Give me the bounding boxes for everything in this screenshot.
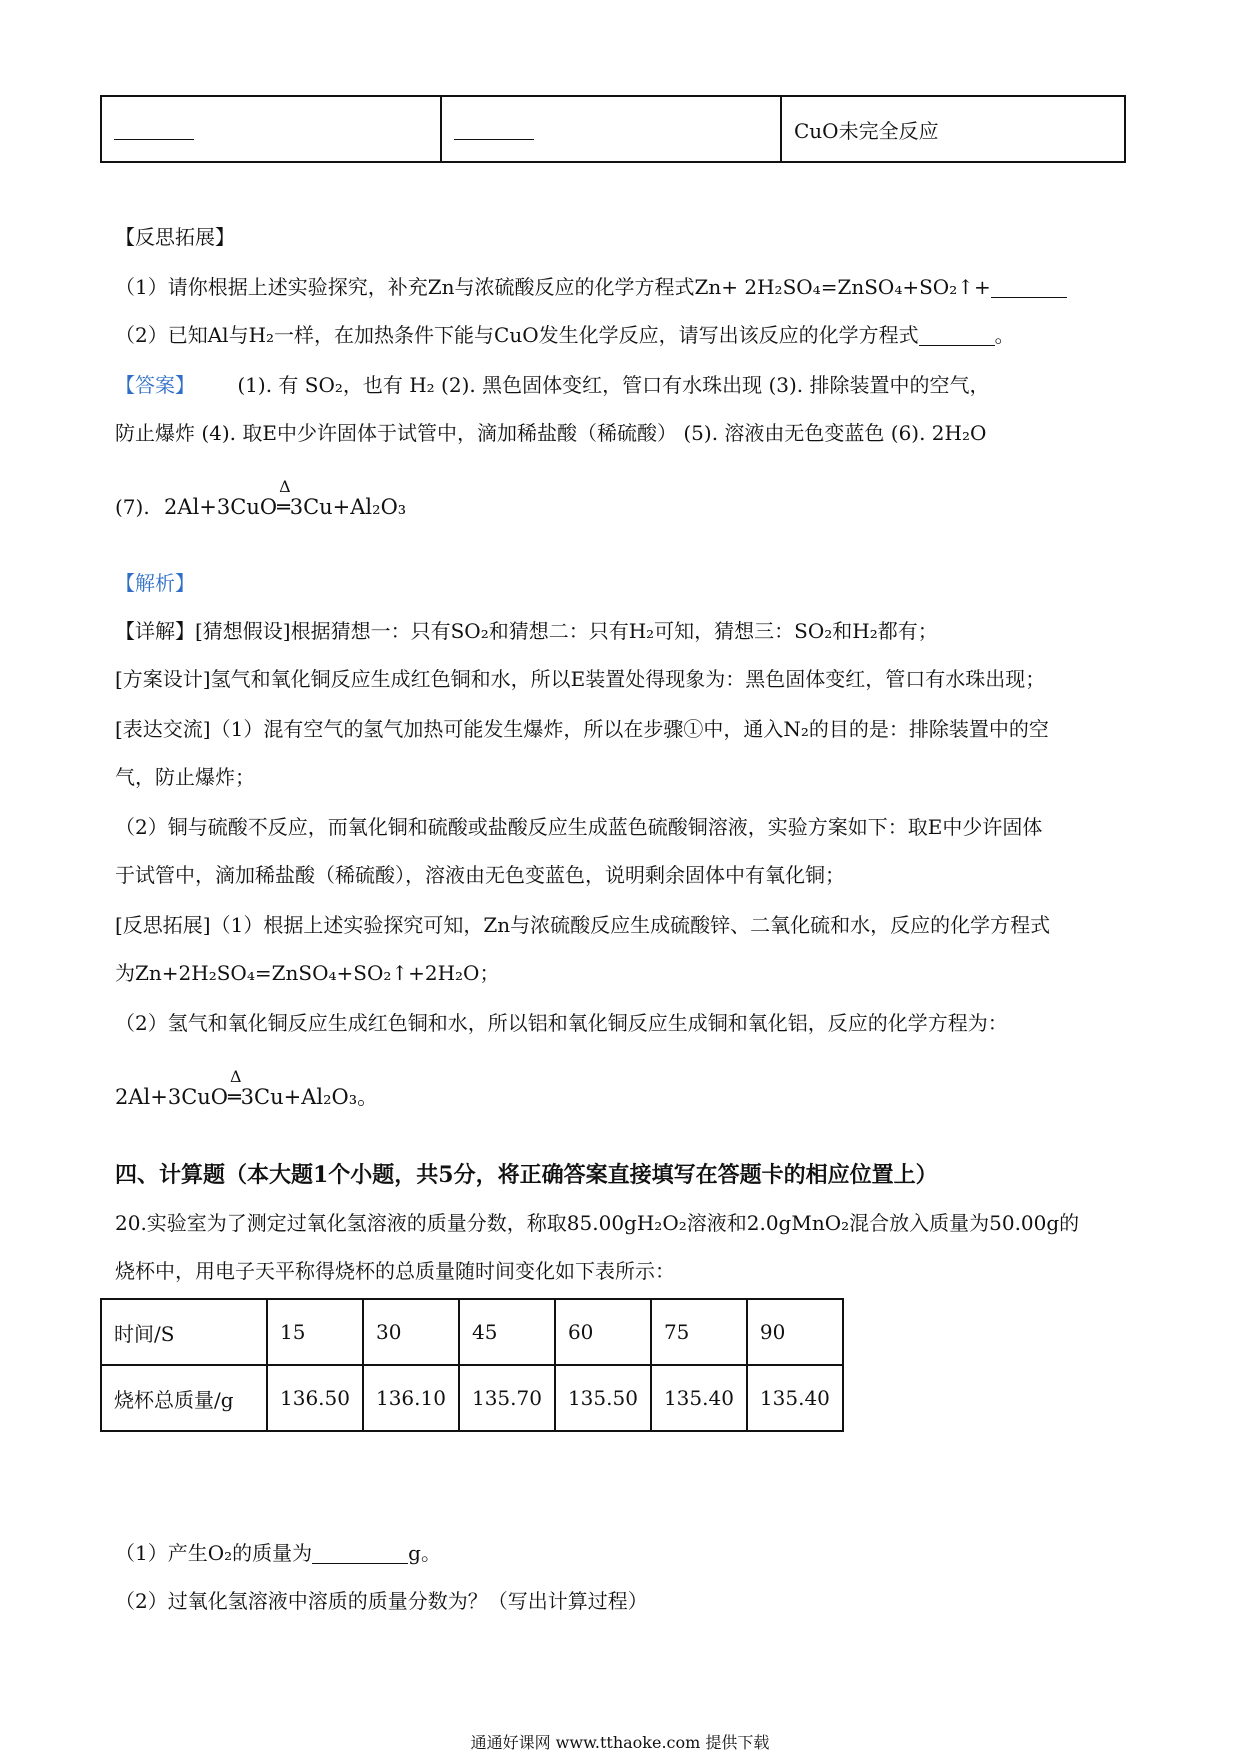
analysis-eq	[115, 1067, 379, 1109]
sub-question-1-unit: g。	[408, 1541, 441, 1565]
table-cell: 45	[459, 1299, 555, 1365]
analysis-line: 【详解】[猜想假设]根据猜想一：只有SO₂和猜想二：只有H₂可知，猜想三：SO₂和H₂都有；	[115, 619, 938, 643]
answer-blank[interactable]	[114, 119, 194, 140]
answer-equation	[164, 477, 407, 519]
table-cell: 30	[363, 1299, 459, 1365]
analysis-line: （2）氢气和氧化铜反应生成红色铜和水，所以铝和氧化铜反应生成铜和氧化铝，反应的化学方程为：	[115, 1011, 1008, 1035]
answer-line-3	[115, 477, 407, 522]
sub-question-2: （2）过氧化氢溶液中溶质的质量分数为？（写出计算过程）	[115, 1589, 648, 1613]
table-cell: 136.10	[363, 1365, 459, 1431]
answer-blank[interactable]	[454, 119, 534, 140]
table-cell: 15	[267, 1299, 363, 1365]
table-row	[101, 1299, 843, 1365]
answer-label: 【答案】	[115, 373, 195, 397]
table-cell: 75	[651, 1299, 747, 1365]
top-table	[100, 95, 1126, 163]
answer-line-1-text: (1). 有 SO₂，也有 H₂ (2). 黑色固体变红，管口有水珠出现 (3). 排除装置中的空气，	[237, 373, 990, 397]
reflect-q1	[115, 272, 1067, 302]
table-cell: 90	[747, 1299, 843, 1365]
o2-mass-blank[interactable]	[312, 1543, 408, 1564]
reflect-q2-blank[interactable]	[919, 325, 995, 346]
analysis-line: [反思拓展]（1）根据上述实验探究可知，Zn与浓硫酸反应生成硫酸锌、二氧化硫和水，反应的化学方程式	[115, 913, 1051, 937]
page-footer: 通通好课网 www.tthaoke.com 提供下载	[470, 1733, 770, 1752]
top-table-cell-blank-2	[441, 96, 781, 162]
answer-line-3-prefix: (7).	[115, 495, 150, 519]
answer-line-2: 防止爆炸 (4). 取E中少许固体于试管中，滴加稀盐酸（稀硫酸） (5). 溶液由无色变蓝色 (6). 2H₂O	[115, 421, 987, 445]
table-cell: 135.40	[651, 1365, 747, 1431]
delta-symbol: Δ	[279, 477, 291, 496]
equals-sign: ═	[228, 1085, 241, 1109]
table-cell: 136.50	[267, 1365, 363, 1431]
analysis-label: 【解析】	[115, 571, 195, 595]
analysis-equation	[115, 1067, 379, 1112]
reflect-q2	[115, 320, 1015, 350]
q20-line-1: 20.实验室为了测定过氧化氢溶液的质量分数，称取85.00gH₂O₂溶液和2.0gMnO₂混合放入质量为50.00g的	[115, 1211, 1080, 1235]
analysis-line: 为Zn+2H₂SO₄=ZnSO₄+SO₂↑+2H₂O；	[115, 961, 500, 985]
table-header-time: 时间/S	[101, 1299, 267, 1365]
analysis-eq-right: 3Cu+Al₂O₃	[240, 1085, 358, 1109]
reflect-q1-blank[interactable]	[991, 277, 1067, 298]
top-table-cell-3: CuO未完全反应	[781, 96, 1125, 162]
analysis-eq-end: 。	[357, 1085, 379, 1109]
analysis-line: （2）铜与硫酸不反应，而氧化铜和硫酸或盐酸反应生成蓝色硫酸铜溶液，实验方案如下：取E中少许固体	[115, 815, 1043, 839]
reflect-q2-text: （2）已知Al与H₂一样，在加热条件下能与CuO发生化学反应，请写出该反应的化学方程式	[115, 323, 919, 347]
table-cell: 135.50	[555, 1365, 651, 1431]
answer-eq-right: 3Cu+Al₂O₃	[289, 495, 407, 519]
table-cell: 60	[555, 1299, 651, 1365]
section-4-title: 四、计算题（本大题1个小题，共5分，将正确答案直接填写在答题卡的相应位置上）	[115, 1162, 938, 1188]
analysis-eq-left: 2Al+3CuO	[115, 1085, 229, 1109]
reflect-heading: 【反思拓展】	[115, 225, 235, 249]
reflect-q2-end: 。	[994, 323, 1015, 347]
analysis-line: [方案设计]氢气和氧化铜反应生成红色铜和水，所以E装置处得现象为：黑色固体变红，管口有水珠出现；	[115, 667, 1046, 691]
analysis-eq-sign	[228, 1067, 242, 1112]
sub-question-1-text: （1）产生O₂的质量为	[115, 1541, 313, 1565]
answer-eq-left: 2Al+3CuO	[164, 495, 278, 519]
mass-time-table	[100, 1298, 844, 1432]
sub-question-1	[115, 1538, 441, 1568]
analysis-line: 于试管中，滴加稀盐酸（稀硫酸），溶液由无色变蓝色，说明剩余固体中有氧化铜；	[115, 863, 845, 887]
analysis-line: 气，防止爆炸；	[115, 765, 255, 789]
table-row	[101, 1365, 843, 1431]
answer-line-1	[115, 370, 990, 400]
top-table-cell-blank-1	[101, 96, 441, 162]
answer-eq-sign	[277, 477, 291, 522]
table-cell: 135.40	[747, 1365, 843, 1431]
table-header-mass: 烧杯总质量/g	[101, 1365, 267, 1431]
equals-sign: ═	[277, 495, 290, 519]
table-cell: 135.70	[459, 1365, 555, 1431]
delta-symbol: Δ	[230, 1067, 242, 1086]
analysis-line: [表达交流]（1）混有空气的氢气加热可能发生爆炸，所以在步骤①中，通入N₂的目的是：排除装置中的空	[115, 717, 1049, 741]
reflect-q1-text: （1）请你根据上述实验探究，补充Zn与浓硫酸反应的化学方程式Zn+ 2H₂SO₄=ZnSO₄+SO₂↑+	[115, 275, 991, 299]
q20-line-2: 烧杯中，用电子天平称得烧杯的总质量随时间变化如下表所示：	[115, 1259, 675, 1283]
